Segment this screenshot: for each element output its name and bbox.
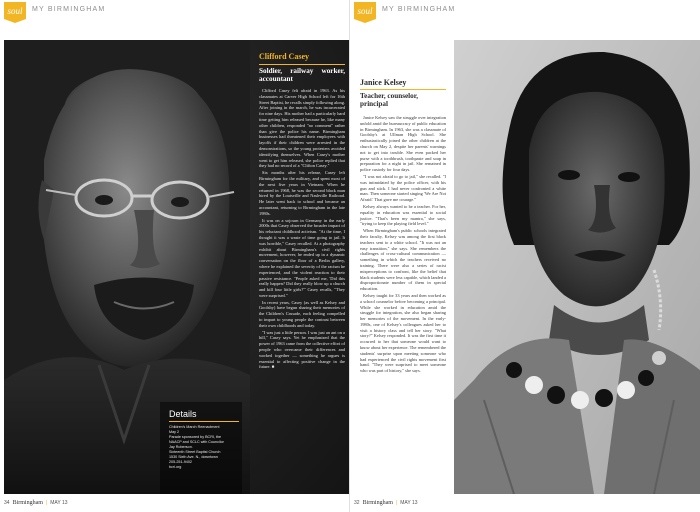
accent-rule [259, 64, 345, 65]
page-number: 34 [4, 500, 10, 506]
article-name: Janice Kelsey [360, 78, 407, 87]
paragraph: When Birmingham's public schools integrated their faculty, Kelsey was among the first black teachers sent to a white school. "It was not an easy transition," she says. She remembers the challenges of cross-cultural communication — something in which the teachers received no training. There were also a series of racist misperceptions to confront, like the belief that black students were less capable, which landed a disproportionate number of them in special education. [360, 228, 446, 292]
paragraph: Kelsey taught for 33 years and then worked as a school counselor before becoming a principal. While she worked in education amid the struggle for integration, she also began sharing her memories of the movement. In the early-1980s, one of Kelsey's colleagues asked her to visit a history class and tell her story. "What story?" Kelsey responded. It was the first time it occurred to her that someone would want to know about her experience. The remembered the students' surprise upon meeting someone who had experienced the civil rights movement first hand. "They were surprised to meet someone who was part of history," she says. [360, 292, 446, 374]
clifford-casey-photo-panel [4, 40, 350, 494]
magazine-name: Birmingham [362, 500, 393, 506]
details-box [160, 402, 242, 494]
details-line: Parade sponsored by BCRI, the [169, 435, 222, 439]
details-link[interactable]: bcri.org [169, 465, 182, 469]
details-line: Children's March Reenactment [169, 425, 220, 429]
details-line: May 2 [169, 430, 180, 434]
paragraph: Janice Kelsey saw the struggle over integration unfold amid the bureaucracy of public education in Birmingham. In 1963, she was a classmate of Goolsby's at Ullman High School. She enthusiastically joined the other children at the church on May 2, despite her parents' warnings not to get into trouble. She even packed her purse with a toothbrush, toothpaste and soap in preparation for a night in jail. She remained in police custody for four days. [360, 115, 446, 173]
clifford-casey-article [251, 40, 346, 494]
paragraph: "I was not afraid to go to jail," she recalled. "I was intimidated by the police officer, with his gun and stick. I had never confronted a white man. Then someone started singing 'We Are Not Afraid.' That gave me courage." [360, 173, 446, 203]
article-body [360, 115, 446, 375]
paragraph: Six months after his release, Casey left Birmingham for the military, and spent most of the next five years in Vietnam. When he returned in 1968, he was the second black man hired by the Louisville and Nashville Railroad. He later went back to school and became an accountant, returning to Birmingham in the late 1980s. [259, 170, 345, 216]
accent-rule [169, 421, 239, 422]
portrait-janice-kelsey [454, 40, 700, 494]
paragraph: In recent years, Casey (as well as Kelsey and Goolsby) have begun sharing their memories of the Children's Crusade, each feeling compelled to impart to young people the contrast between their own childhoods and today. [259, 299, 345, 328]
page-number: 32 [354, 500, 360, 506]
folio-separator: | [45, 500, 48, 506]
article-subtitle: Soldier, railway worker, accountant [259, 67, 345, 83]
details-line: Sixteenth Street Baptist Church [169, 450, 221, 454]
folio-separator: | [395, 500, 398, 506]
paragraph: It was on a sojourn in Germany in the early 2000s that Casey observed the broader impact of his reluctant childhood activism. "At the time, I thought it was a waste of time going to jail. It was horrible," Casey recalled. At a photography exhibit about Birmingham's civil rights movement, however, he ended up in a dynamic conversation on the floor of a Berlin gallery, where he explained the severity of the racism he experienced, and the violent reaction to their passive resistance. "People asked me, 'Did this really happen? Did they really blow up a church and kill four little girls?'" Casey recalls, "They were surprised." [259, 217, 345, 298]
article-body [259, 88, 345, 371]
details-title: Details [169, 409, 197, 419]
right-page [350, 0, 700, 512]
details-line: 1530 Sixth Ave. N., downtown [169, 455, 218, 459]
paragraph: Kelsey always wanted to be a teacher. For her, equality in education was essential to social justice. "That's been my mantra," she says, "trying to keep the playing field level." [360, 203, 446, 227]
details-line: NAACP and SCLC with Councilor [169, 440, 224, 444]
janice-kelsey-photo-panel [454, 40, 700, 494]
details-line: 205-251-9402 [169, 460, 192, 464]
details-body [169, 425, 241, 470]
section-tag: soul [4, 2, 26, 19]
paragraph: "I was just a little person. I was just an ant on a hill," Casey says. Yet he emphasized that the power of 1963 came from the collective effort of people who overcame their differences and worked together — something he argues is essential to affecting positive change in the future. ■ [259, 329, 345, 370]
section-tag: soul [354, 2, 376, 19]
article-subtitle: Teacher, counselor, principal [360, 92, 419, 108]
accent-rule [360, 89, 446, 90]
magazine-name: Birmingham [12, 500, 43, 506]
page-folio [354, 500, 418, 506]
paragraph: Clifford Casey felt afraid in 1963. As his classmates at Carver High School left for 16th Street Baptist, he recalls simply following along. After joining in the march, he was incarcerated for nine days. His mother had a particularly hard time getting him released because he, like many other children, responded "no comment" rather than give the police his name. Birmingham businesses had threatened their employees with layoffs if their children were arrested in the demonstrations, so the young protesters avoided identifying themselves. When Casey's mother went to get him released, she police replied that they had no record of a "Clifton Casey." [259, 88, 345, 169]
section-name: MY BIRMINGHAM [32, 6, 106, 13]
page-folio [4, 500, 68, 506]
article-name: Clifford Casey [259, 52, 309, 61]
issue-date: MAY 13 [400, 500, 418, 506]
details-line: Jay Roberson. [169, 445, 193, 449]
section-name: MY BIRMINGHAM [382, 6, 456, 13]
issue-date: MAY 13 [50, 500, 68, 506]
